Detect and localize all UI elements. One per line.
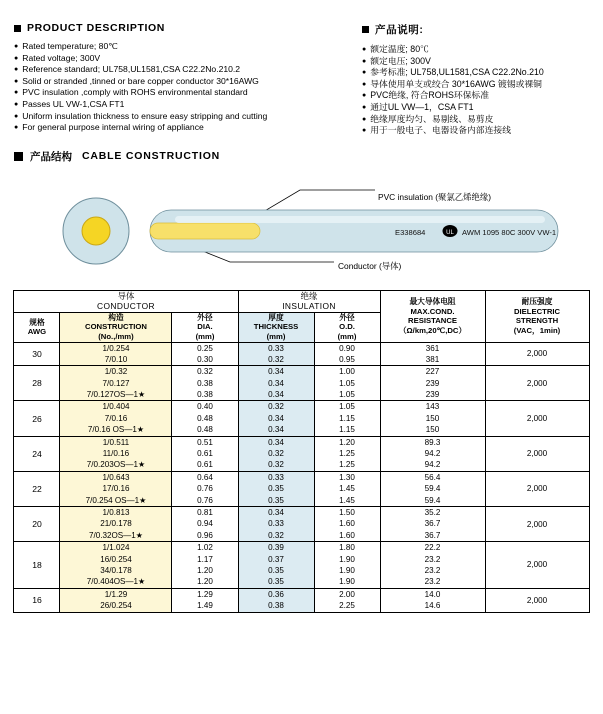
cell-dielectric: 2,000 [485, 542, 589, 589]
list-item-text: Rated voltage; 300V [22, 52, 101, 63]
cell-dia-value: 0.38 [197, 378, 213, 388]
group-header-insulation-en: INSULATION [282, 301, 336, 312]
cell-resistance [380, 507, 485, 542]
table-body [14, 342, 589, 612]
cell-resistance-value: 23.2 [424, 565, 441, 575]
cell-awg: 20 [14, 507, 60, 542]
cell-construction-value: 21/0.178 [100, 519, 132, 529]
cell-thickness-value: 0.32 [268, 354, 284, 364]
cell-construction [60, 588, 172, 612]
label-conductor: Conductor (导体) [338, 260, 402, 271]
cell-od [314, 471, 380, 506]
table-row [14, 542, 589, 589]
cell-resistance-value: 36.7 [424, 519, 441, 529]
cell-thickness-value: 0.35 [268, 577, 284, 587]
list-item [362, 125, 602, 137]
cell-dia [172, 342, 238, 366]
cell-construction-value: 26/0.254 [100, 601, 132, 611]
list-item [362, 56, 602, 68]
cell-dielectric: 2,000 [485, 471, 589, 506]
column-header-od-cn: 外径 [339, 312, 355, 322]
column-header-dielectric-unit: (VAC，1min) [513, 325, 561, 335]
cable-construction-heading-en: CABLE CONSTRUCTION [82, 150, 221, 163]
group-header-conductor [14, 290, 238, 312]
cell-od-value: 1.80 [339, 543, 355, 553]
group-header-conductor-cn: 导体 [117, 290, 135, 301]
column-header-od [314, 312, 380, 342]
dot-bullet-icon: ● [362, 80, 367, 88]
dot-bullet-icon: ● [362, 69, 367, 77]
column-header-awg-en: AWG [27, 327, 47, 337]
list-item-text: Rated temperature; 80℃ [22, 41, 118, 51]
cell-resistance-value: 56.4 [424, 472, 441, 482]
list-item [14, 122, 362, 134]
cell-construction-value: 7/0.254 OS—1★ [85, 495, 147, 505]
square-bullet-icon [14, 152, 23, 161]
column-header-awg [14, 312, 60, 342]
cable-construction-diagram [0, 166, 603, 284]
cable-construction-heading [0, 137, 603, 164]
cell-resistance-value: 35.2 [424, 508, 441, 517]
dot-bullet-icon: ● [14, 112, 19, 120]
cell-od-value: 1.45 [339, 484, 355, 494]
cell-resistance [380, 401, 485, 436]
group-header-insulation [238, 290, 380, 312]
cell-od-value: 1.25 [339, 460, 355, 470]
cell-dielectric: 2,000 [485, 401, 589, 436]
cell-resistance-value: 239 [425, 390, 440, 400]
cell-construction [60, 342, 172, 366]
description-title-en [14, 22, 362, 34]
column-header-dielectric-en: DIELECTRIC [513, 306, 561, 316]
column-header-awg-cn: 规格 [29, 317, 45, 327]
cell-awg: 30 [14, 342, 60, 366]
list-item [14, 87, 362, 99]
list-item-text: PVC insulation ,comply with ROHS environmental standard [22, 87, 248, 98]
cell-thickness-value: 0.32 [268, 402, 284, 412]
cell-resistance-value: 239 [425, 378, 440, 388]
list-item-text: 用于一般电子、电器设备内部连接线 [370, 125, 511, 136]
cell-thickness-value: 0.39 [268, 543, 284, 553]
cell-dia-value: 0.48 [197, 425, 213, 435]
cell-thickness-value: 0.34 [268, 508, 284, 517]
cell-dielectric: 2,000 [485, 507, 589, 542]
cell-od-value: 1.30 [339, 472, 355, 482]
cell-thickness-value: 0.34 [268, 390, 284, 400]
list-item [14, 53, 362, 65]
cell-resistance-value: 14.6 [424, 601, 441, 611]
cell-dia-value: 1.20 [197, 577, 213, 587]
cell-awg: 16 [14, 588, 60, 612]
cell-construction [60, 401, 172, 436]
cell-resistance-value: 150 [425, 425, 440, 435]
description-list-cn [362, 44, 602, 137]
column-header-construction-unit: (No.,/mm) [98, 331, 134, 341]
cell-thickness-value: 0.34 [268, 367, 284, 377]
cell-od-value: 1.60 [339, 519, 355, 529]
cell-thickness [238, 542, 314, 589]
dot-bullet-icon: ● [14, 100, 19, 108]
cell-thickness-value: 0.33 [268, 519, 284, 529]
cell-resistance-value: 227 [425, 367, 440, 377]
cell-construction-value: 1/0.643 [102, 472, 130, 482]
cell-thickness-value: 0.33 [268, 343, 284, 353]
cell-od-value: 0.95 [339, 354, 355, 364]
dot-bullet-icon: ● [362, 46, 367, 53]
cell-construction-value: 17/0.16 [102, 484, 130, 494]
list-item [362, 90, 602, 102]
cell-construction [60, 507, 172, 542]
square-bullet-icon [14, 25, 21, 32]
cell-od-value: 1.05 [339, 378, 355, 388]
cell-thickness-value: 0.33 [268, 472, 284, 482]
list-item [362, 67, 602, 79]
cell-thickness-value: 0.34 [268, 437, 284, 447]
cell-thickness-value: 0.34 [268, 378, 284, 388]
list-item [14, 111, 362, 123]
description-title-cn [362, 22, 602, 37]
column-header-thickness [238, 312, 314, 342]
cell-resistance-value: 361 [425, 343, 440, 353]
cell-dia-value: 1.49 [197, 601, 213, 611]
cell-od [314, 588, 380, 612]
dot-bullet-icon: ● [362, 103, 367, 111]
cell-thickness [238, 507, 314, 542]
cell-construction-value: 1/1.29 [104, 589, 128, 599]
cell-dia [172, 507, 238, 542]
list-item [362, 79, 602, 91]
cell-construction-value: 7/0.32OS—1★ [88, 530, 144, 540]
cell-od-value: 1.00 [339, 367, 355, 377]
cell-dia [172, 471, 238, 506]
cell-resistance-value: 94.2 [424, 460, 441, 470]
column-header-dia-en: DIA. [197, 322, 213, 332]
specification-table [13, 290, 589, 613]
list-item-text: 通过UL VW—1，CSA FT1 [370, 101, 474, 112]
cell-resistance-value: 22.2 [424, 543, 441, 553]
list-item [362, 44, 602, 56]
column-header-thickness-en: THICKNESS [253, 322, 299, 332]
cell-od-value: 2.25 [339, 601, 355, 611]
cell-awg: 26 [14, 401, 60, 436]
column-header-dia [172, 312, 238, 342]
table-row [14, 366, 589, 401]
cell-dia-value: 0.76 [197, 495, 213, 505]
cell-od [314, 401, 380, 436]
column-header-dielectric-en2: STRENGTH [515, 316, 559, 326]
cell-resistance [380, 366, 485, 401]
cell-od-value: 1.15 [339, 413, 355, 423]
cell-dia-value: 0.61 [197, 449, 213, 459]
cell-od-value: 1.50 [339, 508, 355, 517]
cell-dia [172, 401, 238, 436]
dot-bullet-icon: ● [14, 54, 19, 62]
cell-od-value: 1.05 [339, 402, 355, 412]
table-row [14, 401, 589, 436]
cell-thickness-value: 0.32 [268, 530, 284, 540]
cell-od [314, 342, 380, 366]
cell-resistance-value: 59.4 [424, 495, 441, 505]
cell-dia-value: 0.25 [197, 343, 213, 353]
table-row [14, 436, 589, 471]
cell-thickness-value: 0.34 [268, 425, 284, 435]
column-header-resistance-en2: RESISTANCE [408, 316, 457, 326]
cell-dia-value: 0.76 [197, 484, 213, 494]
cell-thickness-value: 0.37 [268, 554, 284, 564]
cell-dia-value: 0.96 [197, 530, 213, 540]
cell-od-value: 1.90 [339, 577, 355, 587]
list-item [14, 41, 362, 53]
cell-construction-value: 1/0.511 [102, 437, 130, 447]
cell-dia [172, 588, 238, 612]
cell-dielectric: 2,000 [485, 342, 589, 366]
cell-construction-value: 7/0.16 [104, 413, 128, 423]
cell-thickness-value: 0.36 [268, 589, 284, 599]
column-header-resistance-unit: （Ω/km,20℃,DC） [398, 325, 467, 335]
cell-construction [60, 436, 172, 471]
cell-resistance-value: 59.4 [424, 484, 441, 494]
list-item-text: 绝缘厚度均匀、易剔线、易剪皮 [370, 113, 494, 124]
list-item-text: Solid or stranded ,tinned or bare copper conductor 30*16AWG [22, 75, 259, 86]
cell-dia-value: 0.38 [197, 390, 213, 400]
cell-dia-value: 0.94 [197, 519, 213, 529]
cell-thickness-value: 0.35 [268, 495, 284, 505]
dot-bullet-icon: ● [362, 57, 367, 65]
description-title-cn-text: 产品说明: [375, 24, 424, 36]
cell-dia [172, 542, 238, 589]
cell-resistance [380, 542, 485, 589]
cell-construction [60, 471, 172, 506]
list-item-text: 参考标准; UL758,UL1581,CSA C22.2No.210 [370, 67, 544, 78]
cell-construction-value: 1/0.32 [104, 367, 128, 377]
ul-mark-icon: UL [446, 229, 454, 236]
cell-thickness [238, 471, 314, 506]
cell-dielectric: 2,000 [485, 436, 589, 471]
list-item-text: PVC绝缘, 符合ROHS环保标准 [370, 90, 490, 101]
dot-bullet-icon: ● [362, 115, 367, 123]
dot-bullet-icon: ● [362, 92, 367, 100]
list-item-text: For general purpose internal wiring of appliance [22, 122, 204, 133]
cell-od [314, 542, 380, 589]
list-item [14, 64, 362, 76]
column-header-resistance [380, 290, 485, 342]
column-header-dia-unit: (mm) [195, 331, 215, 341]
cell-dia-value: 0.81 [197, 508, 213, 517]
column-header-construction-en: CONSTRUCTION [85, 322, 147, 332]
cell-construction-value: 34/0.178 [100, 565, 132, 575]
cell-resistance-value: 381 [425, 354, 440, 364]
cell-construction [60, 542, 172, 589]
cell-dia-value: 0.32 [197, 367, 213, 377]
cell-construction-value: 7/0.404OS—1★ [86, 577, 146, 587]
cell-thickness-value: 0.35 [268, 565, 284, 575]
dot-bullet-icon: ● [14, 77, 19, 85]
cell-dia-value: 0.64 [197, 472, 213, 482]
cell-thickness [238, 366, 314, 401]
cell-dia [172, 366, 238, 401]
cell-dia-value: 0.40 [197, 402, 213, 412]
list-item [362, 114, 602, 126]
column-header-od-unit: (mm) [337, 331, 357, 341]
cell-dia-value: 0.51 [197, 437, 213, 447]
cell-resistance-value: 36.7 [424, 530, 441, 540]
cell-resistance-value: 23.2 [424, 577, 441, 587]
column-header-resistance-cn: 最大导体电阻 [409, 296, 456, 306]
column-header-construction-cn: 构造 [108, 312, 124, 322]
cell-dia-value: 1.17 [197, 554, 213, 564]
table-row [14, 507, 589, 542]
table-group-header-row [14, 290, 589, 312]
cell-od-value: 1.25 [339, 449, 355, 459]
dot-bullet-icon: ● [14, 124, 19, 132]
cell-construction-value: 1/0.254 [102, 343, 130, 353]
table-row [14, 588, 589, 612]
dot-bullet-icon: ● [14, 66, 19, 74]
dot-bullet-icon: ● [14, 89, 19, 97]
cell-od-value: 2.00 [339, 589, 355, 599]
cell-resistance-value: 23.2 [424, 554, 441, 564]
description-title-en-text: PRODUCT DESCRIPTION [27, 22, 165, 34]
column-header-thickness-unit: (mm) [266, 331, 286, 341]
dot-bullet-icon: ● [14, 43, 19, 50]
list-item [362, 102, 602, 114]
cell-thickness [238, 588, 314, 612]
cell-construction [60, 366, 172, 401]
cell-dia-value: 1.02 [197, 543, 213, 553]
label-pvc-insulation: PVC insulation (聚氯乙烯绝缘) [378, 191, 492, 202]
column-header-od-en: O.D. [339, 322, 355, 332]
cell-awg: 28 [14, 366, 60, 401]
cable-construction-heading-cn: 产品结构 [30, 150, 72, 163]
cell-construction-value: 1/0.404 [102, 402, 130, 412]
column-header-resistance-en: MAX.COND. [410, 306, 455, 316]
cell-od-value: 1.45 [339, 495, 355, 505]
dot-bullet-icon: ● [362, 127, 367, 135]
cell-construction-value: 7/0.16 OS—1★ [87, 425, 145, 435]
list-item-text: Passes UL VW-1,CSA FT1 [22, 98, 125, 109]
cell-construction-value: 7/0.127OS—1★ [86, 390, 146, 400]
table-row [14, 471, 589, 506]
cell-resistance-value: 89.3 [424, 437, 441, 447]
description-list-en [14, 41, 362, 134]
column-header-dia-cn: 外径 [197, 312, 213, 322]
cell-od [314, 436, 380, 471]
group-header-insulation-cn: 绝缘 [300, 290, 318, 301]
cell-resistance [380, 342, 485, 366]
cell-construction-value: 7/0.127 [102, 378, 130, 388]
cell-dielectric: 2,000 [485, 366, 589, 401]
cell-od-value: 1.20 [339, 437, 355, 447]
cell-awg: 24 [14, 436, 60, 471]
cell-dia-value: 1.29 [197, 589, 213, 599]
cell-thickness-value: 0.38 [268, 601, 284, 611]
cell-thickness-value: 0.32 [268, 449, 284, 459]
description-column-cn [362, 22, 602, 137]
cell-resistance-value: 14.0 [424, 589, 441, 599]
cell-thickness [238, 401, 314, 436]
cell-thickness [238, 436, 314, 471]
cell-od-value: 1.60 [339, 530, 355, 540]
list-item-text: Uniform insulation thickness to ensure easy stripping and cutting [22, 110, 268, 121]
cell-construction-value: 7/0.203OS—1★ [86, 460, 146, 470]
column-header-thickness-cn: 厚度 [268, 312, 284, 322]
cell-dia-value: 0.61 [197, 460, 213, 470]
list-item [14, 76, 362, 88]
list-item-text: Reference standard; UL758,UL1581,CSA C22.2No.210.2 [22, 64, 241, 75]
column-header-construction [60, 312, 172, 342]
list-item [14, 99, 362, 111]
cell-od-value: 1.90 [339, 565, 355, 575]
cable-print-text: E338684 [395, 227, 426, 237]
cell-awg: 22 [14, 471, 60, 506]
cell-thickness-value: 0.34 [268, 413, 284, 423]
description-column-en [14, 22, 362, 137]
list-item-text: 导体使用单支或绞合 30*16AWG 镀锡或裸铜 [370, 78, 542, 89]
square-bullet-icon [362, 26, 369, 33]
cell-thickness [238, 342, 314, 366]
cell-thickness-value: 0.35 [268, 484, 284, 494]
cell-dia [172, 436, 238, 471]
cell-resistance [380, 471, 485, 506]
cell-construction-value: 7/0.10 [104, 354, 128, 364]
cell-thickness-value: 0.32 [268, 460, 284, 470]
cell-od-value: 1.05 [339, 390, 355, 400]
cell-awg: 18 [14, 542, 60, 589]
cable-diagram-svg [0, 166, 603, 284]
column-header-dielectric [485, 290, 589, 342]
cell-dielectric: 2,000 [485, 588, 589, 612]
cell-resistance-value: 143 [425, 402, 440, 412]
cell-construction-value: 11/0.16 [102, 449, 130, 459]
cable-print-text-2: AWM 1095 80C 300V VW-1 [462, 227, 557, 237]
cell-construction-value: 1/1.024 [102, 543, 130, 553]
cell-construction-value: 16/0.254 [100, 554, 132, 564]
cell-dia-value: 1.20 [197, 565, 213, 575]
cell-od-value: 1.15 [339, 425, 355, 435]
cell-od-value: 1.90 [339, 554, 355, 564]
cell-resistance [380, 588, 485, 612]
group-header-conductor-en: CONDUCTOR [97, 301, 155, 312]
cell-resistance-value: 150 [425, 413, 440, 423]
list-item-text: 额定温度; 80℃ [370, 44, 429, 54]
cell-od [314, 507, 380, 542]
cell-resistance [380, 436, 485, 471]
cell-construction-value: 1/0.813 [102, 508, 130, 517]
cell-dia-value: 0.30 [197, 354, 213, 364]
cell-od-value: 0.90 [339, 343, 355, 353]
cell-dia-value: 0.48 [197, 413, 213, 423]
list-item-text: 额定电压; 300V [370, 55, 431, 66]
product-description-section [0, 0, 603, 137]
cell-od [314, 366, 380, 401]
column-header-dielectric-cn: 耐压强度 [521, 296, 553, 306]
table-row [14, 342, 589, 366]
cell-resistance-value: 94.2 [424, 449, 441, 459]
